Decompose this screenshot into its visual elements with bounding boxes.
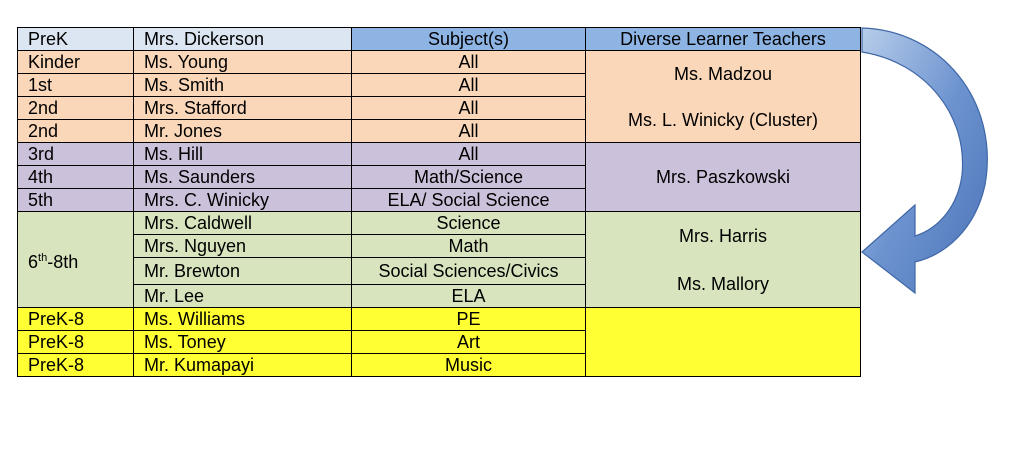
- dl-intermediate-cell: [586, 143, 861, 212]
- teacher-assignment-table: [17, 27, 861, 377]
- subject-cell: Art: [352, 331, 586, 354]
- dl-teacher: Ms. L. Winicky (Cluster): [627, 109, 818, 130]
- subject-cell: All: [352, 143, 586, 166]
- teacher-cell: Mr. Brewton: [134, 258, 352, 285]
- grade-cell: PreK-8: [18, 354, 134, 377]
- teacher-cell: Ms. Smith: [134, 74, 352, 97]
- subject-cell: ELA: [352, 285, 586, 308]
- teacher-cell: Mrs. Caldwell: [134, 212, 352, 235]
- teacher-cell: Ms. Hill: [134, 143, 352, 166]
- grade-number: 6: [28, 251, 39, 272]
- grade-cell: 3rd: [18, 143, 134, 166]
- grade-cell: PreK-8: [18, 331, 134, 354]
- teacher-cell: Ms. Toney: [134, 331, 352, 354]
- subject-cell: Science: [352, 212, 586, 235]
- grade-cell: 5th: [18, 189, 134, 212]
- teacher-cell: Mr. Jones: [134, 120, 352, 143]
- header-row: [18, 28, 861, 51]
- teacher-cell: Mr. Lee: [134, 285, 352, 308]
- dl-teacher: Mrs. Harris: [679, 225, 767, 246]
- subject-cell: All: [352, 51, 586, 74]
- subject-cell: ELA/ Social Science: [352, 189, 586, 212]
- subject-cell: Music: [352, 354, 586, 377]
- teacher-cell: Ms. Saunders: [134, 166, 352, 189]
- dl-specials-cell: [586, 308, 861, 377]
- teacher-cell: Mrs. C. Winicky: [134, 189, 352, 212]
- table-row: [18, 212, 861, 235]
- grade-cell: 4th: [18, 166, 134, 189]
- dl-teacher: Mrs. Paszkowski: [655, 167, 790, 187]
- dl-middle-cell: [586, 212, 861, 308]
- grade-cell: 2nd: [18, 120, 134, 143]
- grade-superscript: th: [38, 251, 48, 264]
- subject-cell: Math: [352, 235, 586, 258]
- grade-cell: 1st: [18, 74, 134, 97]
- table-row: [18, 51, 861, 74]
- header-subject: Subject(s): [352, 28, 586, 51]
- teacher-cell: Mrs. Nguyen: [134, 235, 352, 258]
- header-teacher: Mrs. Dickerson: [134, 28, 352, 51]
- subject-cell: Social Sciences/Civics: [352, 258, 586, 285]
- subject-cell: PE: [352, 308, 586, 331]
- grade-cell: PreK-8: [18, 308, 134, 331]
- grade-cell: 2nd: [18, 97, 134, 120]
- teacher-cell: Mr. Kumapayi: [134, 354, 352, 377]
- header-dl-teachers: Diverse Learner Teachers: [586, 28, 861, 51]
- dl-primary-cell: [586, 51, 861, 143]
- teacher-cell: Ms. Williams: [134, 308, 352, 331]
- grade-cell-middle: [18, 212, 134, 308]
- teacher-cell: Ms. Young: [134, 51, 352, 74]
- grade-cell: Kinder: [18, 51, 134, 74]
- table-row: [18, 308, 861, 331]
- subject-cell: All: [352, 74, 586, 97]
- subject-cell: All: [352, 120, 586, 143]
- dl-teacher: Ms. Madzou: [673, 63, 773, 84]
- subject-cell: All: [352, 97, 586, 120]
- table-row: [18, 143, 861, 166]
- header-grade: PreK: [18, 28, 134, 51]
- grade-range: -8th: [47, 251, 79, 272]
- teacher-cell: Mrs. Stafford: [134, 97, 352, 120]
- subject-cell: Math/Science: [352, 166, 586, 189]
- dl-teacher: Ms. Mallory: [676, 273, 769, 294]
